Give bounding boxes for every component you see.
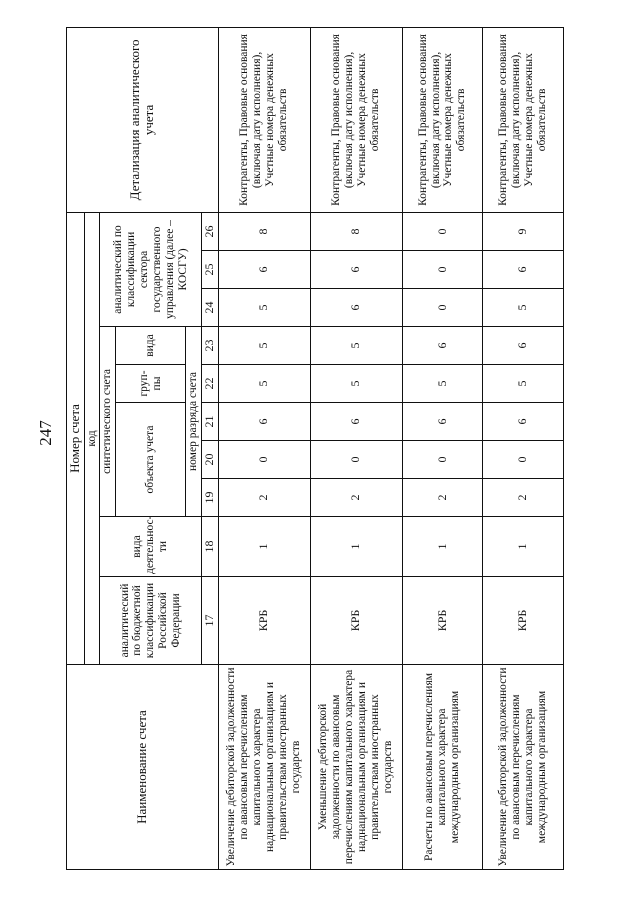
account-name: Уменьшение дебиторской задолженности по авансовым перечислениям капитального характера наднациональным организациям и правительствам иностранных государств — [310, 665, 402, 870]
value-cell: 5 — [483, 365, 564, 403]
value-cell: 6 — [483, 251, 564, 289]
value-cell: 5 — [218, 289, 310, 327]
rotated-table-sheet — [66, 28, 564, 870]
value-cell: 0 — [483, 441, 564, 479]
table-row — [402, 27, 483, 869]
value-cell: 2 — [402, 479, 483, 517]
value-cell: 8 — [310, 212, 402, 250]
header-code: код — [84, 212, 100, 664]
column-number: 21 — [202, 403, 218, 441]
header-activity: вида деятельнос-ти — [100, 517, 202, 577]
column-number: 19 — [202, 479, 218, 517]
value-cell: 2 — [483, 479, 564, 517]
header-detail: Детализация аналитического учета — [67, 27, 219, 212]
header-digit-number: номер разряда счета — [186, 327, 202, 517]
table-row — [310, 27, 402, 869]
column-number: 24 — [202, 289, 218, 327]
detail-cell: Контрагенты, Правовые основания (включая дату исполнения), Учетные номера денежных обязательств — [483, 27, 564, 212]
value-cell: 9 — [483, 212, 564, 250]
page-number: 247 — [36, 420, 55, 446]
value-cell: 6 — [218, 251, 310, 289]
value-cell: 6 — [402, 403, 483, 441]
table-row — [483, 27, 564, 869]
value-cell: 6 — [218, 403, 310, 441]
detail-cell: Контрагенты, Правовые основания (включая дату исполнения), Учетные номера денежных обязательств — [402, 27, 483, 212]
value-cell: 2 — [310, 479, 402, 517]
value-cell: 5 — [310, 327, 402, 365]
value-cell: 6 — [310, 251, 402, 289]
value-cell: 6 — [310, 403, 402, 441]
value-cell: 8 — [218, 212, 310, 250]
header-name: Наименование счета — [67, 665, 219, 870]
column-number: 26 — [202, 212, 218, 250]
value-cell: КРБ — [483, 577, 564, 665]
column-number: 17 — [202, 577, 218, 665]
header-kind: вида — [116, 327, 186, 365]
detail-cell: Контрагенты, Правовые основания (включая дату исполнения), Учетные номера денежных обязательств — [218, 27, 310, 212]
header-synthetic: синтетического счета — [100, 327, 116, 517]
column-number: 22 — [202, 365, 218, 403]
table-row — [218, 27, 310, 869]
value-cell: 6 — [483, 327, 564, 365]
value-cell: КРБ — [310, 577, 402, 665]
account-table — [66, 27, 564, 870]
value-cell: 5 — [310, 365, 402, 403]
header-group: груп-пы — [116, 365, 186, 403]
column-number: 25 — [202, 251, 218, 289]
value-cell: 1 — [310, 517, 402, 577]
value-cell: 0 — [402, 441, 483, 479]
value-cell: КРБ — [218, 577, 310, 665]
value-cell: 5 — [218, 327, 310, 365]
value-cell: 0 — [402, 212, 483, 250]
value-cell: 1 — [218, 517, 310, 577]
value-cell: 1 — [483, 517, 564, 577]
account-name: Расчеты по авансовым перечислениям капитального характера международным организациям — [402, 665, 483, 870]
value-cell: 5 — [402, 365, 483, 403]
header-kosgu: аналитический по классификации сектора государственного управления (далее – КОСГУ) — [100, 212, 202, 326]
value-cell: 0 — [402, 289, 483, 327]
value-cell: 0 — [218, 441, 310, 479]
header-object: объекта учета — [116, 403, 186, 517]
value-cell: 6 — [402, 327, 483, 365]
column-number: 18 — [202, 517, 218, 577]
value-cell: 5 — [483, 289, 564, 327]
account-name: Увеличение дебиторской задолженности по авансовым перечислениям капитального характера международным организациям — [483, 665, 564, 870]
value-cell: 5 — [218, 365, 310, 403]
value-cell: 6 — [310, 289, 402, 327]
value-cell: 2 — [218, 479, 310, 517]
value-cell: КРБ — [402, 577, 483, 665]
value-cell: 1 — [402, 517, 483, 577]
header-account-number: Номер счета — [67, 212, 85, 664]
value-cell: 0 — [310, 441, 402, 479]
detail-cell: Контрагенты, Правовые основания (включая дату исполнения), Учетные номера денежных обязательств — [310, 27, 402, 212]
header-analytic-budget: аналитический по бюджетной классификации Российской Федерации — [100, 577, 202, 665]
column-number: 23 — [202, 327, 218, 365]
column-number: 20 — [202, 441, 218, 479]
value-cell: 0 — [402, 251, 483, 289]
value-cell: 6 — [483, 403, 564, 441]
account-name: Увеличение дебиторской задолженности по авансовым перечислениям капитального характера наднациональным организациям и правительствам иностранных государств — [218, 665, 310, 870]
